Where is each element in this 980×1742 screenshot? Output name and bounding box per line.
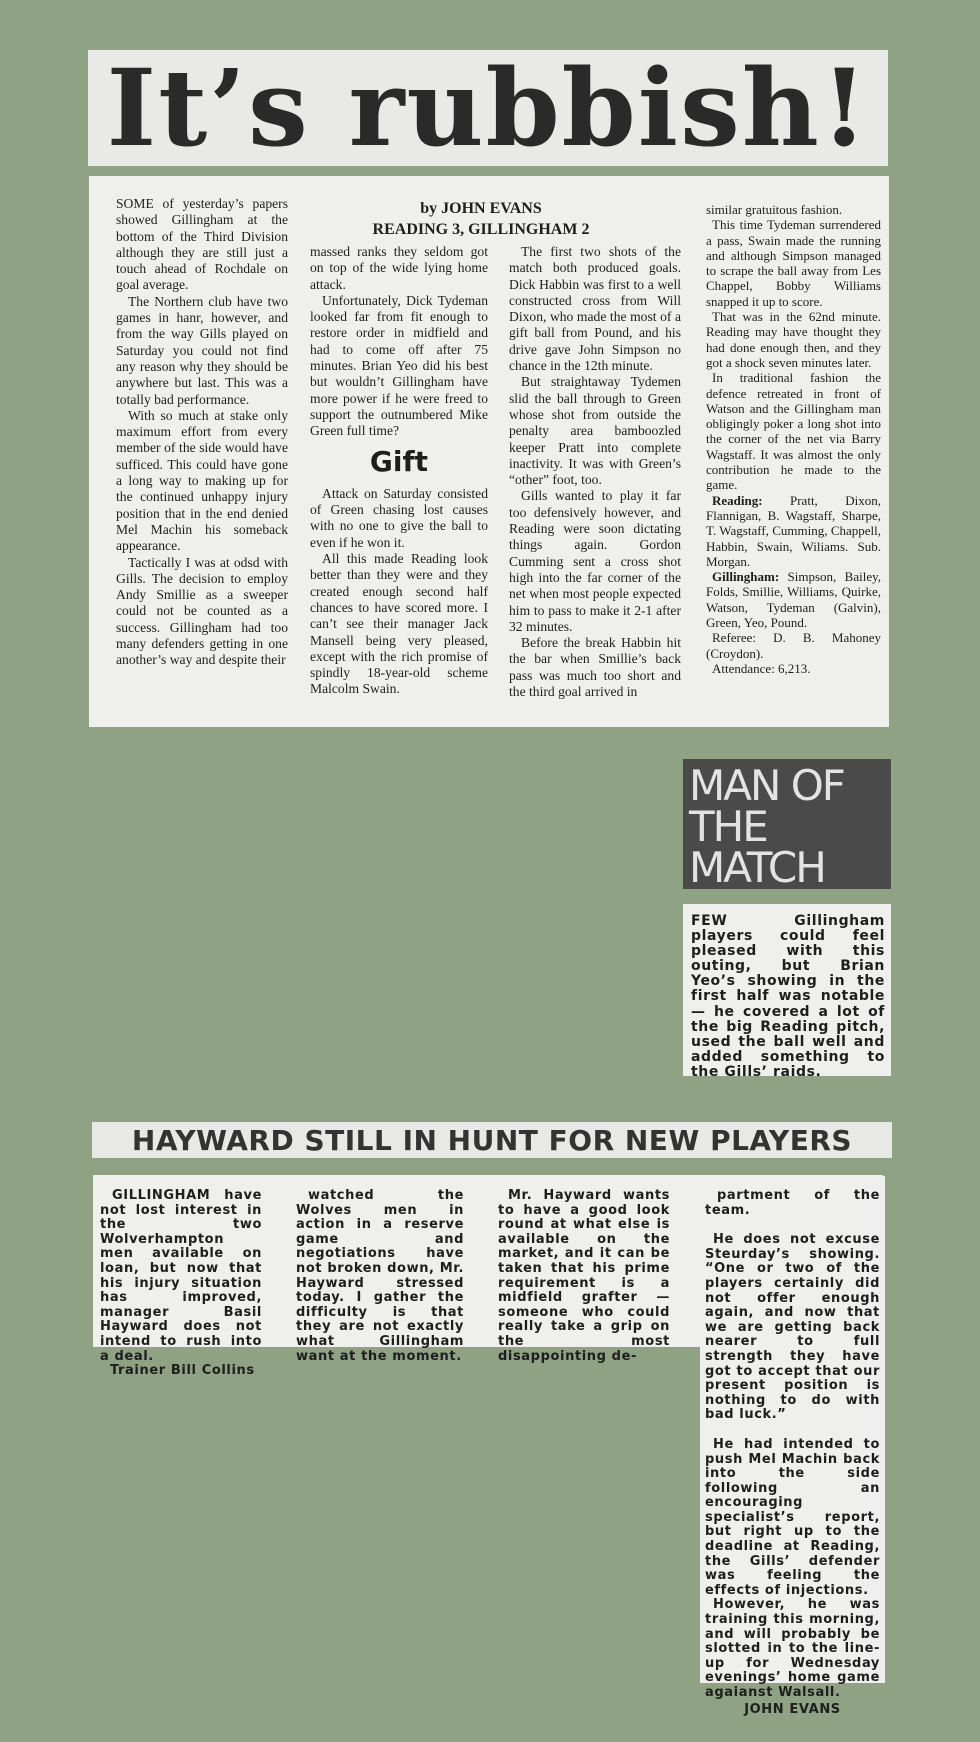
- reading-lineup: Reading: Pratt, Dixon, Flannigan, B. Wagstaff, Sharpe, T. Wagstaff, Cumming, Chappell, Habbin, Swain, Wiliams. Sub. Morgan.: [706, 492, 881, 569]
- paragraph: With so much at stake only maximum effort from every member of the side would have sufficed. This could have gone a long way to making up for the continued unhappy injury position that in the end denied Mel Machin his someback appearance.: [116, 407, 288, 554]
- headline-banner: [88, 45, 888, 170]
- hayward-column-3: Mr. Hayward wants to have a good look round at what else is available on the market, and it can be taken that his prime requirement is a midfield grafter — someone who could really take a grip on the most disappointing de-: [498, 1188, 670, 1364]
- paragraph: In traditional fashion the defence retreated in front of Watson and the Gillingham man obligingly poker a long shot into the corner of the net via Barry Wagstaff. It was almost the only contribution he made to the game.: [706, 370, 881, 493]
- report-column-1: [116, 196, 288, 726]
- headline: It’s rubbish!: [106, 45, 870, 170]
- paragraph: Tactically I was at odsd with Gills. The decision to employ Andy Smillie as a sweeper could not be counted as a success. Gillingham had too many defenders getting in one another’s way and despite their: [116, 554, 288, 668]
- hayward-headline-banner: [92, 1122, 892, 1158]
- hayward-column-2: watched the Wolves men in action in a reserve game and negotiations have not broken down, Mr. Hayward stressed today. I gather the difficulty is that they are not exactly what Gillingham want at the moment.: [296, 1188, 464, 1364]
- report-column-2: [310, 244, 488, 726]
- hayward-continuation: [700, 1176, 885, 1717]
- paragraph: But straightaway Tydemen slid the ball through to Green whose shot from outside the penalty area bamboozled keeper Pratt into complete inactivity. It was with Green’s “other” foot, too.: [509, 374, 681, 488]
- signature: JOHN EVANS: [744, 1701, 841, 1717]
- subheading-gift: Gift: [369, 444, 429, 478]
- score-line: READING 3, GILLINGHAM 2: [372, 221, 590, 238]
- paragraph: Unfortunately, Dick Tydeman looked far from fit enough to restore order in midfield and had to come off after 75 minutes. Brian Yeo did his best but wouldn’t Gillingham have more power if he were freed to support the outnumbered Mike Green full time?: [310, 292, 488, 439]
- paragraph: Gills wanted to play it far too defensively however, and Reading were soon dictating things again. Gordon Cumming sent a cross shot high into the far corner of the net when most people expected him to pass to make it 2-1 after 32 minutes.: [509, 488, 681, 634]
- report-column-4: [706, 202, 881, 726]
- paragraph: similar gratuitous fashion.: [706, 202, 843, 217]
- paragraph: All this made Reading look better than they were and they created enough second half chances to have scored more. I can’t see their manager Jack Mansell being very pleased, except with the rich promise of spindly 18-year-old scheme Malcolm Swain.: [310, 551, 488, 697]
- paragraph: Before the break Habbin hit the bar when Smillie’s back pass was much too short and the third goal arrived in: [509, 635, 681, 700]
- byline: by JOHN EVANS: [420, 200, 542, 217]
- paragraph: The Northern club have two games in hanr, however, and from the way Gills played on Saturday you could not find any reason why they should be anywhere but last. This was a totally bad performance.: [116, 293, 288, 407]
- report-column-3: [509, 244, 681, 726]
- match-report: [89, 176, 889, 727]
- paragraph: This time Tydeman surrendered a pass, Swain made the running and although Simpson managed to scrape the ball away from Les Chappel, Bobby Williams snapped it up to score.: [706, 217, 881, 309]
- paragraph: The first two shots of the match both produced goals. Dick Habbin was first to a well constructed cross from Will Dixon, who made the most of a gift ball from Pound, and his drive gave John Simpson no chance in the 12th minute.: [509, 244, 681, 374]
- paragraph: That was in the 62nd minute. Reading may have thought they had done enough then, and they got a shock seven minutes later.: [706, 309, 881, 370]
- byline-block: [311, 198, 651, 240]
- gillingham-lineup: Gillingham: Simpson, Bailey, Folds, Smillie, Williams, Quirke, Watson, Tydeman (Galvin), Green, Yeo, Pound.: [706, 569, 882, 631]
- man-of-the-match-text: FEW Gillingham players could feel pleased with this outing, but Brian Yeo’s showing in the first half was notable — he covered a lot of the big Reading pitch, used the ball well and added something to the Gills’ raids.: [683, 904, 891, 1076]
- referee: Referee: D. B. Mahoney (Croydon).: [706, 630, 881, 661]
- paragraph: massed ranks they seldom got on top of the wide lying home attack.: [310, 244, 488, 292]
- hayward-column-1: GILLINGHAM have not lost interest in the two Wolverhampton men available on loan, but now that his injury situation has improved, manager Basil Hayward does not intend to rush into a deal. Trainer Bill Collins: [100, 1188, 262, 1379]
- paragraph: Attack on Saturday consisted of Green chasing lost causes with no one to give the ball to even if he won it.: [310, 485, 488, 550]
- hayward-headline: HAYWARD STILL IN HUNT FOR NEW PLAYERS: [131, 1123, 853, 1157]
- paragraph: SOME of yesterday’s papers showed Gillingham at the bottom of the Third Division although they are still just a touch ahead of Rochdale on goal average.: [116, 196, 288, 293]
- man-of-the-match-heading: MAN OF THE MATCH: [683, 759, 891, 889]
- attendance: Attendance: 6,213.: [712, 660, 811, 676]
- hayward-column-4: partment of the team. He does not excuse Steurday’s showing. “One or two of the players certainly did not offer enough again, and now that we are getting back nearer to full strength they have got to accept that our present position is nothing to do with bad luck.” He had intended to push Mel Machin back into the side following an encouraging specialist’s report, but right up to the deadline at Reading, the Gills’ defender was feeling the effects of injections. However, he was training this morning, and will probably be slotted in to the line-up for Wednesday evenings’ home game agaianst Walsall. JOHN EVANS: [705, 1188, 880, 1717]
